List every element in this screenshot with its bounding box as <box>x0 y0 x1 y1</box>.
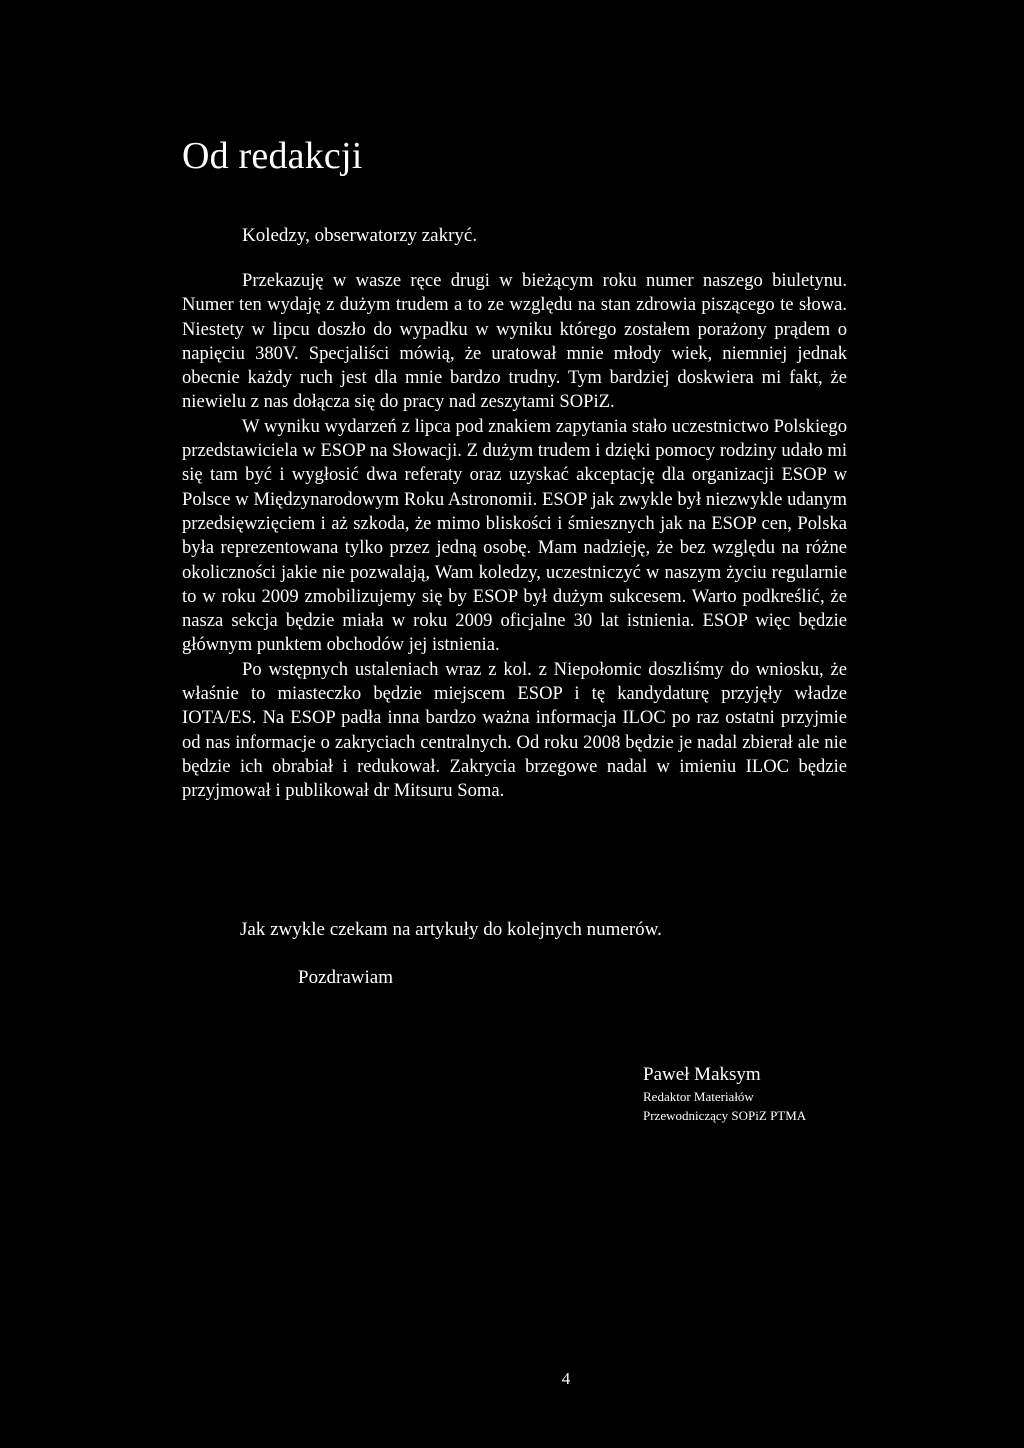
greeting: Koledzy, obserwatorzy zakryć. <box>242 225 478 246</box>
signature-role: Redaktor Materiałów <box>643 1089 754 1104</box>
paragraph: Po wstępnych ustaleniach wraz z kol. z Niepołomic doszliśmy do wniosku, że właśnie to miasteczko będzie miejscem ESOP i tę kandydaturę przyjęły władze IOTA/ES. Na ESOP padła inna bardzo ważna informacja ILOC po raz ostatni przyjmie od nas informacje o zakryciach centralnych. Od roku 2008 będzie je nadal zbierał ale nie będzie ich obrabiał i redukował. Zakrycia brzegowe nadal w imieniu ILOC będzie przyjmował i publikował dr Mitsuru Soma. <box>182 658 847 802</box>
closing-line: Jak zwykle czekam na artykuły do kolejnych numerów. <box>240 919 662 940</box>
signature-block <box>643 1063 806 1125</box>
signature-role: Przewodniczący SOPiZ PTMA <box>643 1108 807 1123</box>
page-number: 4 <box>561 1369 571 1388</box>
paragraph: Przekazuję w wasze ręce drugi w bieżącym roku numer naszego biuletynu. Numer ten wydaję z dużym trudem a to ze względu na stan zdrowia piszącego te słowa. Niestety w lipcu doszło do wypadku w wyniku którego zostałem porażony prądem o napięciu 380V. Specjaliści mówią, że uratował mnie młody wiek, niemniej jednak obecnie każdy ruch jest dla mnie bardzo trudny. Tym bardziej doskwiera mi fakt, że niewielu z nas dołącza się do pracy nad zeszytami SOPiZ. <box>182 270 847 413</box>
signature-name: Paweł Maksym <box>643 1064 761 1085</box>
page-title: Od redakcji <box>182 135 363 177</box>
regards: Pozdrawiam <box>298 967 393 988</box>
body-text <box>182 269 847 804</box>
paragraph: W wyniku wydarzeń z lipca pod znakiem zapytania stało uczestnictwo Polskiego przedstawiciela w ESOP na Słowacji. Z dużym trudem i dzięki pomocy rodziny udało mi się tam być i wygłosić dwa referaty oraz uzyskać akceptację dla organizacji ESOP w Polsce w Międzynarodowym Roku Astronomii. ESOP jak zwykle był niezwykle udanym przedsięwzięciem i aż szkoda, że mimo bliskości i śmiesznych jak na ESOP cen, Polska była reprezentowana tylko przez jedną osobę. Mam nadzieję, że bez względu na różne okoliczności jakie nie pozwalają, Wam koledzy, uczestniczyć w naszym życiu regularnie to w roku 2009 zmobilizujemy się by ESOP był dużym sukcesem. Warto podkreślić, że nasza sekcja będzie miała w roku 2009 oficjalne 30 lat istnienia. ESOP więc będzie głównym punktem obchodów jej istnienia. <box>182 415 847 656</box>
